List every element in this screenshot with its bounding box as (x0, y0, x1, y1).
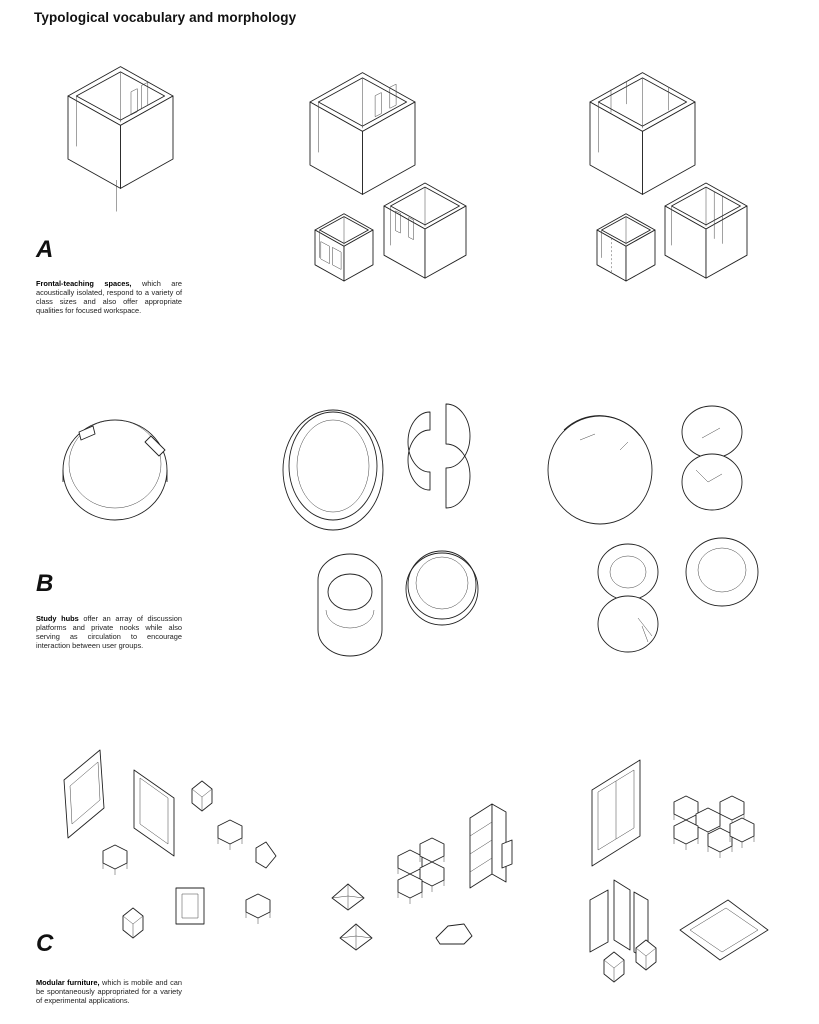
panel-c4 (592, 760, 640, 866)
section-a-letter: A (36, 236, 54, 263)
section-c-letter: C (36, 930, 54, 957)
section-a-lead: Frontal-teaching spaces, (36, 279, 132, 288)
room-a6 (597, 214, 655, 281)
hub-b4 (318, 554, 382, 656)
shelf-c3 (470, 804, 506, 888)
panel-c1 (64, 750, 104, 838)
hub-b6 (548, 416, 652, 524)
hub-b8 (598, 544, 658, 652)
hub-b5 (406, 551, 478, 625)
section-c-lead: Modular furniture, (36, 978, 100, 987)
room-a4 (384, 183, 466, 278)
section-a-text: which are acoustically isolated, respond to a variety of class sizes and also offer appropriate qualities for focused workspace. (36, 279, 182, 315)
hub-b9 (686, 538, 758, 606)
room-a5 (590, 73, 695, 195)
section-b-text: offer an array of discussion platforms and private nooks while also serving as circulation to encourage interaction between user groups. (36, 614, 182, 650)
room-a2 (310, 73, 415, 195)
table-c5 (680, 900, 768, 960)
panel-c2 (134, 770, 174, 856)
hub-b1 (63, 420, 167, 520)
section-b-letter: B (36, 570, 54, 597)
hub-b3 (408, 404, 470, 508)
room-a1 (68, 67, 173, 212)
room-a7 (665, 183, 747, 278)
section-c-text: which is mobile and can be spontaneously appropriated for a variety of experimental applications. (36, 978, 182, 1005)
page-title: Typological vocabulary and morphology (34, 10, 297, 25)
section-b-lead: Study hubs (36, 614, 79, 623)
room-a3 (315, 214, 373, 281)
hub-b7 (682, 406, 742, 510)
hub-b2 (283, 410, 383, 530)
